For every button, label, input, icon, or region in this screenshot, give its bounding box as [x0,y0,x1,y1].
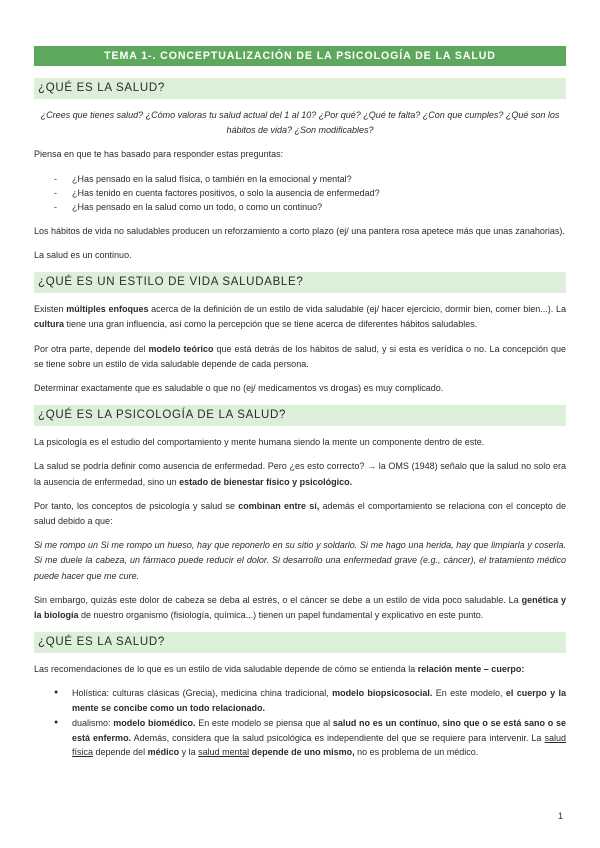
paragraph-determinar: Determinar exactamente que es saludable o que no (ej/ medicamentos vs drogas) es muy complicado. [34,383,444,394]
paragraph-habits: Los hábitos de vida no saludables producen un reforzamiento a corto plazo (ej/ una pantera rosa apetece más que unas zanahorias). [34,225,565,236]
document-page [34,46,566,769]
list-item: - ¿Has pensado en la salud física, o también en la emocional y mental? [34,172,566,186]
paragraph-recomendaciones: Las recomendaciones de lo que es un estilo de vida saludable depende de cómo se entienda la relación mente – cuerpo: [34,664,525,675]
section-heading-psicologia-salud: ¿QUÉ ES LA PSICOLOGÍA DE LA SALUD? [34,405,566,426]
paragraph-modelo-teorico: Por otra parte, depende del modelo teórico que está detrás de los hábitos de salud, y si esta es verídica o no. La concepción que se tiene sobre un estilo de vida saludable depende de cada persona. [34,343,566,369]
paragraph-enfoques: Existen múltiples enfoques acerca de la definición de un estilo de vida saludable (ej/ hacer ejercicio, dormir bien, comer bien...). La cultura tiene una gran influencia, así como la percepción que se tiene acerca de diferentes hábitos saludables. [34,304,567,330]
models-list [34,686,566,759]
reflection-questions: ¿Crees que tienes salud? ¿Cómo valoras tu salud actual del 1 al 10? ¿Por qué? ¿Qué te falta? ¿Con que cumples? ¿Qué son los hábitos de vida? ¿Son modificables? [40,110,560,136]
section-heading-estilo-de-vida: ¿QUÉ ES UN ESTILO DE VIDA SALUDABLE? [34,272,566,293]
paragraph-combinan: Por tanto, los conceptos de psicología y salud se combinan entre sí, además el comportamiento se relaciona con el concepto de salud debido a que: [34,500,566,527]
section-heading-que-es-la-salud: ¿QUÉ ES LA SALUD? [34,78,566,99]
list-item-dualismo: ● dualismo: modelo biomédico. En este modelo se piensa que al salud no es un continuo, sino que o se está sano o se está enfermo. Además, considera que la salud psicológica es independiente del que se requiere para intervenir. La salud física depende del médico y la salud mental depende de uno mismo, no es problema de un médico. [34,716,566,759]
reflection-list [34,172,566,215]
paragraph-oms: La salud se podría definir como ausencia de enfermedad. Pero ¿es esto correcto? → la OMS (1948) señalo que la salud no solo era la ausencia de enfermedad, sino un estado de bienestar físico y psicológico. [34,461,566,487]
document-title: TEMA 1-. CONCEPTUALIZACIÓN DE LA PSICOLOGÍA DE LA SALUD [34,46,566,66]
paragraph-genetica: Sin embargo, quizás este dolor de cabeza se deba al estrés, o el cáncer se debe a un estilo de vida poco saludable. La genética y la biología de nuestro organismo (fisiología, química...) tienen un papel fundamental y explicativo en este punto. [34,594,567,621]
page-number: 1 [558,811,564,821]
paragraph-continuum: La salud es un continuo. [34,250,132,261]
list-item-holistica: ● Holística: culturas clásicas (Grecia), medicina china tradicional, modelo biopsicosocial. En este modelo, el cuerpo y la mente se concibe como un todo relacionado. [34,686,566,715]
section-heading-que-es-la-salud-2: ¿QUÉ ES LA SALUD? [34,632,566,653]
paragraph-examples: Si me rompo un Si me rompo un hueso, hay que reponerlo en su sitio y soldarlo. Si me hago una herida, hay que limpiarla y coserla. Si me duele la cabeza, un fármaco puede reducir el dolor. Si desarrollo una enfermedad grave (e.g., cáncer), el tratamiento médico puede hacer que me cure. [34,540,566,581]
list-item: - ¿Has pensado en la salud como un todo, o como un continuo? [34,200,566,214]
list-item: - ¿Has tenido en cuenta factores positivos, o solo la ausencia de enfermedad? [34,186,566,200]
questions-intro: Piensa en que te has basado para responder estas preguntas: [34,149,284,160]
paragraph-psicologia: La psicología es el estudio del comportamiento y mente humana siendo la mente un componente dentro de este. [34,437,485,448]
